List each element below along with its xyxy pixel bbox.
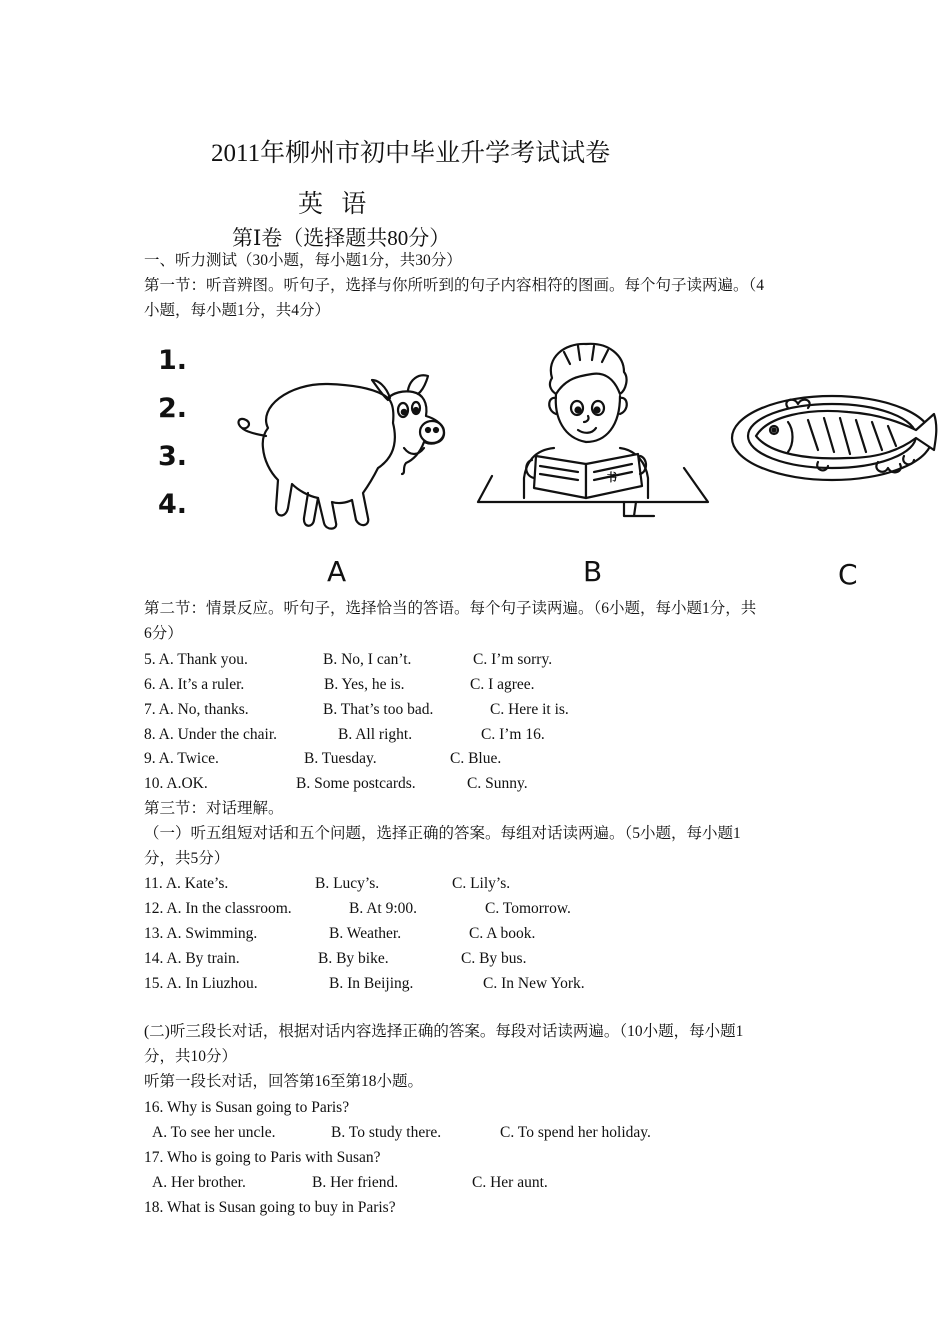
q17-option-a: A. Her brother. [152, 1174, 246, 1191]
sub1-instruction-line2: 分，共5分） [144, 850, 230, 867]
q12-option-a: 12. A. In the classroom. [144, 900, 292, 917]
part1-instruction-line2: 小题，每小题1分，共4分） [144, 302, 331, 319]
q12-option-c: C. Tomorrow. [485, 900, 571, 917]
q6-option-b: B. Yes, he is. [324, 676, 405, 693]
fish-plate-picture [728, 390, 950, 486]
q15-option-a: 15. A. In Liuzhou. [144, 975, 258, 992]
long-dialogue-intro: 听第一段长对话，回答第16至第18小题。 [144, 1073, 424, 1090]
sub2-instruction-line2: 分，共10分） [144, 1048, 238, 1065]
q13-option-a: 13. A. Swimming. [144, 925, 258, 942]
q8-option-b: B. All right. [338, 726, 413, 743]
q6-option-c: C. I agree. [470, 676, 535, 693]
section1-heading: 一、听力测试（30小题，每小题1分，共30分） [144, 252, 462, 269]
q7-option-b: B. That’s too bad. [323, 701, 434, 718]
q9-option-c: C. Blue. [450, 750, 502, 767]
part3-heading: 第三节：对话理解。 [144, 800, 284, 817]
q11-option-c: C. Lily’s. [452, 875, 511, 892]
part1-instruction-line1: 第一节：听音辨图。听句子，选择与你所听到的句子内容相符的图画。每个句子读两遍。（4 [144, 277, 765, 294]
q7-option-c: C. Here it is. [490, 701, 569, 718]
q14-option-c: C. By bus. [461, 950, 527, 967]
q9-option-b: B. Tuesday. [304, 750, 377, 767]
q13-option-b: B. Weather. [329, 925, 402, 942]
q8-option-c: C. I’m 16. [481, 726, 545, 743]
q5-option-a: 5. A. Thank you. [144, 651, 248, 668]
part2-instruction-line2: 6分） [144, 625, 183, 642]
part2-instruction-line1: 第二节：情景反应。听句子，选择恰当的答语。每个句子读两遍。（6小题，每小题1分，共 [144, 600, 757, 617]
number-1: 1. [158, 345, 188, 376]
q15-option-c: C. In New York. [483, 975, 585, 992]
book-text: 书 [606, 471, 617, 484]
part-title: 第Ⅰ卷（选择题共80分） [232, 226, 451, 250]
q10-option-b: B. Some postcards. [296, 775, 416, 792]
q17-question: 17. Who is going to Paris with Susan? [144, 1149, 381, 1166]
number-2: 2. [158, 393, 188, 424]
sub1-instruction-line1: （一）听五组短对话和五个问题，选择正确的答案。每组对话读两遍。（5小题，每小题1 [144, 825, 741, 842]
pig-picture [228, 368, 450, 536]
q5-option-b: B. No, I can’t. [323, 651, 412, 668]
q10-option-a: 10. A.OK. [144, 775, 208, 792]
q9-option-a: 9. A. Twice. [144, 750, 219, 767]
picture-label-a: A [327, 555, 347, 588]
q16-option-c: C. To spend her holiday. [500, 1124, 651, 1141]
q16-option-a: A. To see her uncle. [152, 1124, 276, 1141]
q16-option-b: B. To study there. [331, 1124, 442, 1141]
q14-option-b: B. By bike. [318, 950, 389, 967]
exam-title: 2011年柳州市初中毕业升学考试试卷 [211, 140, 611, 167]
q15-option-b: B. In Beijing. [329, 975, 414, 992]
q17-option-c: C. Her aunt. [472, 1174, 548, 1191]
q14-option-a: 14. A. By train. [144, 950, 240, 967]
picture-label-c: C [838, 558, 858, 591]
q5-option-c: C. I’m sorry. [473, 651, 553, 668]
q10-option-c: C. Sunny. [467, 775, 528, 792]
q18-question: 18. What is Susan going to buy in Paris? [144, 1199, 396, 1216]
q7-option-a: 7. A. No, thanks. [144, 701, 249, 718]
q8-option-a: 8. A. Under the chair. [144, 726, 278, 743]
q16-question: 16. Why is Susan going to Paris? [144, 1099, 350, 1116]
boy-reading-picture [474, 338, 712, 522]
q12-option-b: B. At 9:00. [349, 900, 418, 917]
sub2-instruction-line1: (二)听三段长对话，根据对话内容选择正确的答案。每段对话读两遍。（10小题，每小题1 [144, 1023, 744, 1040]
q11-option-a: 11. A. Kate’s. [144, 875, 229, 892]
picture-label-b: B [583, 555, 603, 588]
number-3: 3. [158, 441, 188, 472]
q6-option-a: 6. A. It’s a ruler. [144, 676, 245, 693]
number-4: 4. [158, 489, 188, 520]
q17-option-b: B. Her friend. [312, 1174, 399, 1191]
q11-option-b: B. Lucy’s. [315, 875, 380, 892]
q13-option-c: C. A book. [469, 925, 536, 942]
subject-title: 英 语 [298, 191, 373, 218]
